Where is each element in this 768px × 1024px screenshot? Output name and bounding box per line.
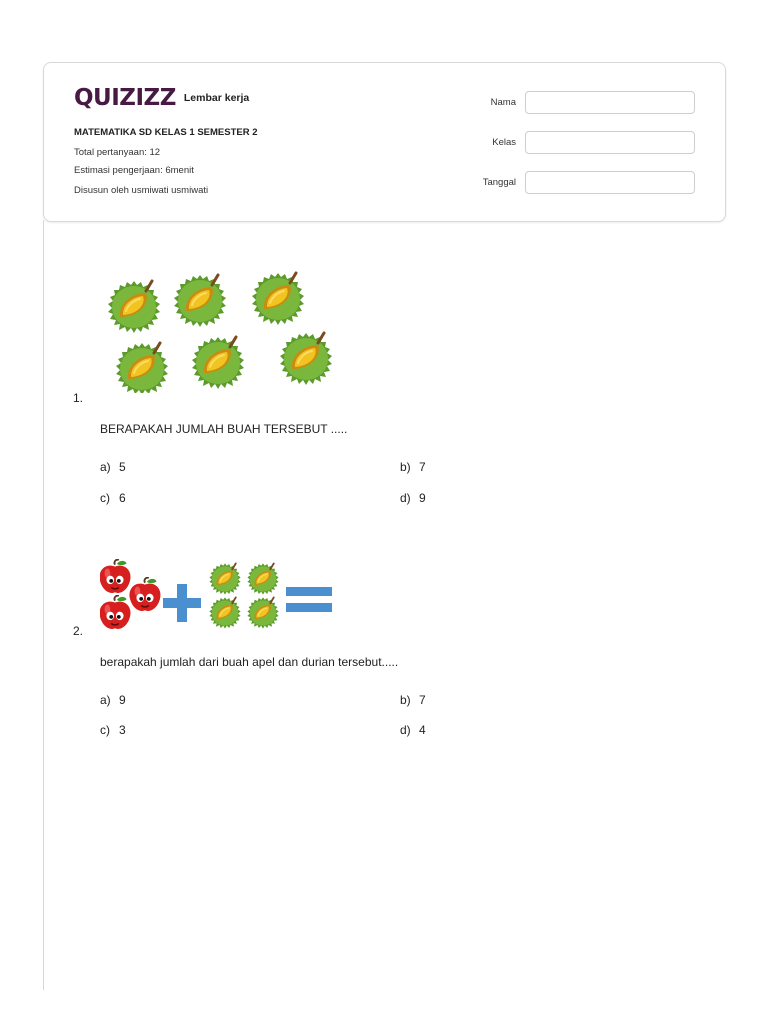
option-d[interactable]	[400, 723, 426, 737]
option-value: 9	[419, 491, 426, 505]
date-field-row	[456, 171, 695, 194]
total-questions: Total pertanyaan: 12	[74, 147, 161, 158]
name-input[interactable]	[525, 91, 695, 114]
option-letter: b)	[400, 460, 411, 474]
option-d[interactable]	[400, 491, 426, 505]
question-2	[73, 555, 693, 745]
brand-row	[74, 85, 249, 111]
class-input[interactable]	[525, 131, 695, 154]
durian-icon	[108, 281, 160, 333]
option-c[interactable]	[100, 491, 126, 505]
durian-icon	[209, 597, 240, 628]
option-value: 7	[419, 460, 426, 474]
durian-icon	[174, 275, 226, 327]
option-letter: d)	[400, 491, 411, 505]
question-1	[73, 255, 693, 515]
author: Disusun oleh usmiwati usmiwati	[74, 185, 209, 196]
apple-icon	[100, 560, 130, 593]
apple-icon	[100, 596, 130, 629]
class-label: Kelas	[492, 137, 516, 148]
question-number: 2.	[73, 624, 84, 638]
option-letter: a)	[100, 693, 111, 707]
quiz-title: MATEMATIKA SD KELAS 1 SEMESTER 2	[74, 127, 258, 138]
sheet-border	[43, 220, 44, 990]
question-number: 1.	[73, 391, 84, 405]
durian-icon	[116, 343, 168, 393]
option-b[interactable]	[400, 693, 426, 707]
option-letter: b)	[400, 693, 411, 707]
durian-group	[100, 263, 340, 393]
class-field-row	[456, 131, 695, 154]
durian-icon	[209, 563, 240, 594]
name-field-row	[456, 91, 695, 114]
question-1-image	[100, 263, 340, 393]
quizizz-logo: QUIZIZZ	[74, 85, 176, 111]
option-value: 6	[119, 491, 126, 505]
durian-icon	[247, 563, 278, 594]
option-value: 3	[119, 723, 126, 737]
question-2-image	[100, 555, 340, 637]
worksheet-header	[43, 62, 726, 222]
date-label: Tanggal	[482, 177, 516, 188]
option-value: 4	[419, 723, 426, 737]
option-letter: d)	[400, 723, 411, 737]
apple-icon	[130, 578, 161, 611]
option-a[interactable]	[100, 460, 126, 474]
name-label: Nama	[490, 97, 516, 108]
option-value: 9	[119, 693, 126, 707]
option-c[interactable]	[100, 723, 126, 737]
plus-icon	[163, 584, 201, 622]
durian-icon	[280, 333, 332, 385]
date-input[interactable]	[525, 171, 695, 194]
durian-icon	[192, 337, 244, 389]
option-value: 7	[419, 693, 426, 707]
option-letter: c)	[100, 723, 110, 737]
option-a[interactable]	[100, 693, 126, 707]
estimated-time: Estimasi pengerjaan: 6menit	[74, 165, 194, 176]
option-letter: c)	[100, 491, 110, 505]
worksheet-label: Lembar kerja	[183, 92, 250, 104]
option-letter: a)	[100, 460, 111, 474]
question-text: berapakah jumlah dari buah apel dan durian tersebut.....	[100, 655, 399, 669]
option-value: 5	[119, 460, 126, 474]
equals-icon	[286, 587, 332, 612]
question-text: BERAPAKAH JUMLAH BUAH TERSEBUT .....	[100, 422, 348, 436]
apple-plus-durian	[100, 555, 340, 637]
durian-icon	[252, 273, 304, 325]
option-b[interactable]	[400, 460, 426, 474]
durian-icon	[247, 597, 278, 628]
